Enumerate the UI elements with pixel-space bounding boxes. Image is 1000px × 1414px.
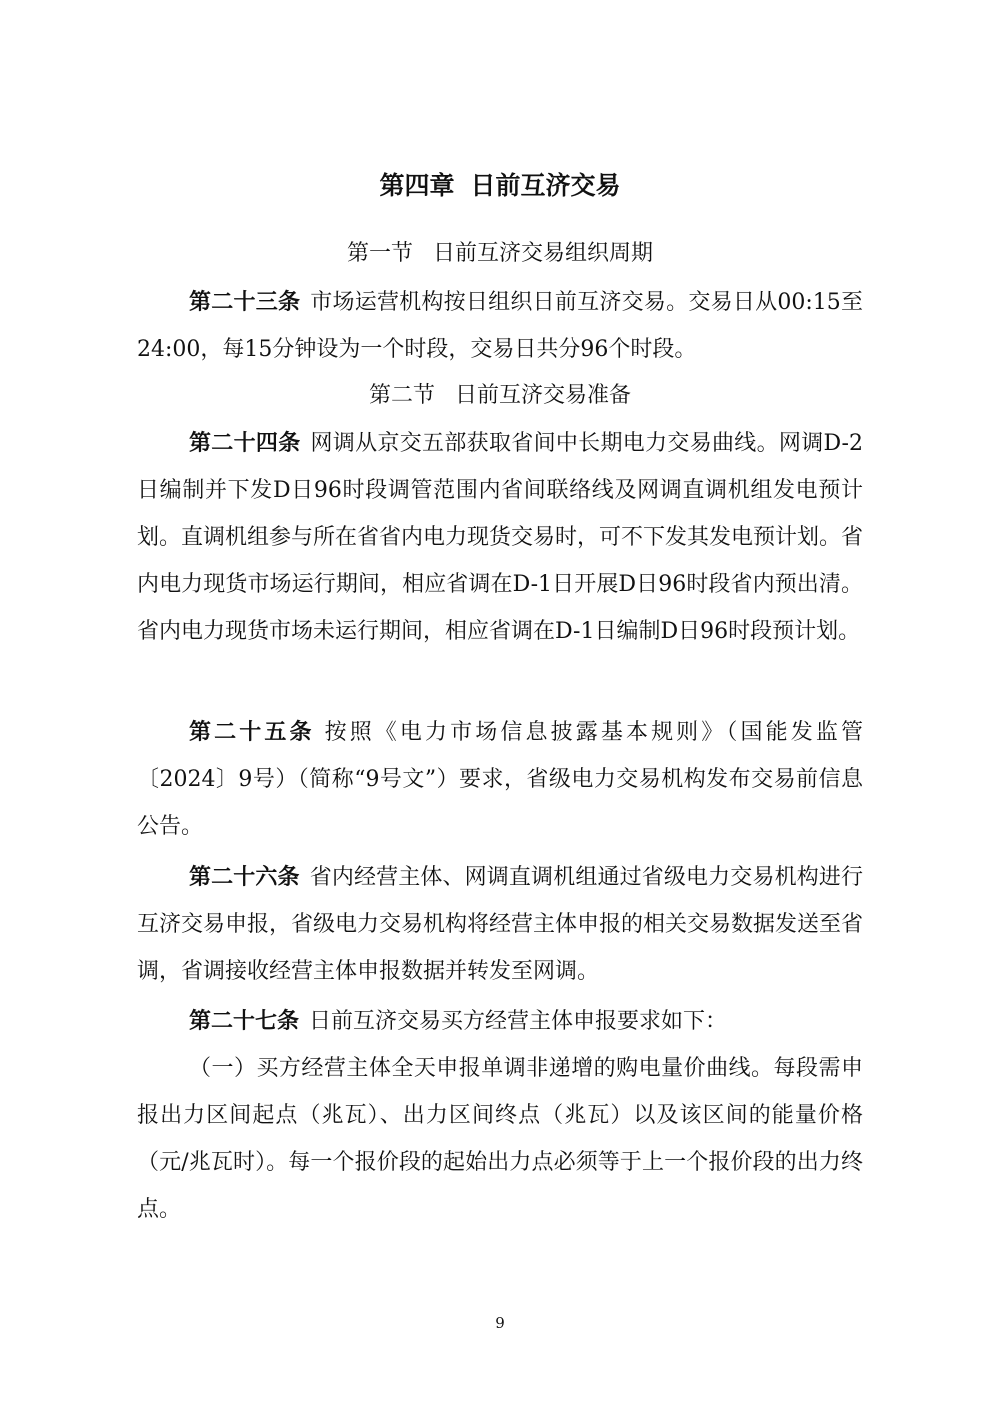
article-text: 日前互济交易买方经营主体申报要求如下： <box>309 1009 728 1034</box>
section-name: 日前互济交易准备 <box>455 383 632 408</box>
article-25 <box>137 709 863 850</box>
article-label: 第二十三条 <box>189 290 301 315</box>
clause-text: （一）买方经营主体全天申报单调非递增的购电量价曲线。每段需申报出力区间起点（兆瓦）、出力区间终点（兆瓦）以及该区间的能量价格（元/兆瓦时）。每一个报价段的起始出力点必须等于上一个报价段的出力终点。 <box>137 1056 863 1222</box>
clause-1 <box>137 1045 863 1233</box>
article-23 <box>137 279 863 373</box>
chapter-title <box>0 168 1000 204</box>
article-27 <box>137 998 863 1045</box>
section-number: 第一节 <box>346 241 413 266</box>
article-text: 按照《电力市场信息披露基本规则》（国能发监管〔2024〕9号）（简称“9号文”）要求，省级电力交易机构发布交易前信息公告。 <box>137 720 863 839</box>
article-label: 第二十七条 <box>189 1009 300 1034</box>
chapter-number: 第四章 <box>379 171 455 200</box>
chapter-name: 日前互济交易 <box>470 171 621 200</box>
section-title-1 <box>0 236 1000 272</box>
article-label: 第二十五条 <box>189 720 315 745</box>
section-number: 第二节 <box>368 383 435 408</box>
article-label: 第二十六条 <box>189 865 300 890</box>
page-number: 9 <box>495 1314 505 1332</box>
article-text: 网调从京交五部获取省间中长期电力交易曲线。网调D-2日编制并下发D日96时段调管范围内省间联络线及网调直调机组发电预计划。直调机组参与所在省省内电力现货交易时，可不下发其发电预计划。省内电力现货市场运行期间，相应省调在D-1日开展D日96时段省内预出清。省内电力现货市场未运行期间，相应省调在D-1日编制D日96时段预计划。 <box>137 431 864 644</box>
article-24 <box>137 420 863 655</box>
section-name: 日前互济交易组织周期 <box>433 241 654 266</box>
article-text: 市场运营机构按日组织日前互济交易。交易日从00:15至24:00，每15分钟设为一个时段，交易日共分96个时段。 <box>137 290 863 362</box>
section-title-2 <box>0 378 1000 414</box>
article-text: 省内经营主体、网调直调机组通过省级电力交易机构进行互济交易申报，省级电力交易机构将经营主体申报的相关交易数据发送至省调，省调接收经营主体申报数据并转发至网调。 <box>137 865 864 984</box>
article-label: 第二十四条 <box>189 431 301 456</box>
article-26 <box>137 854 863 995</box>
